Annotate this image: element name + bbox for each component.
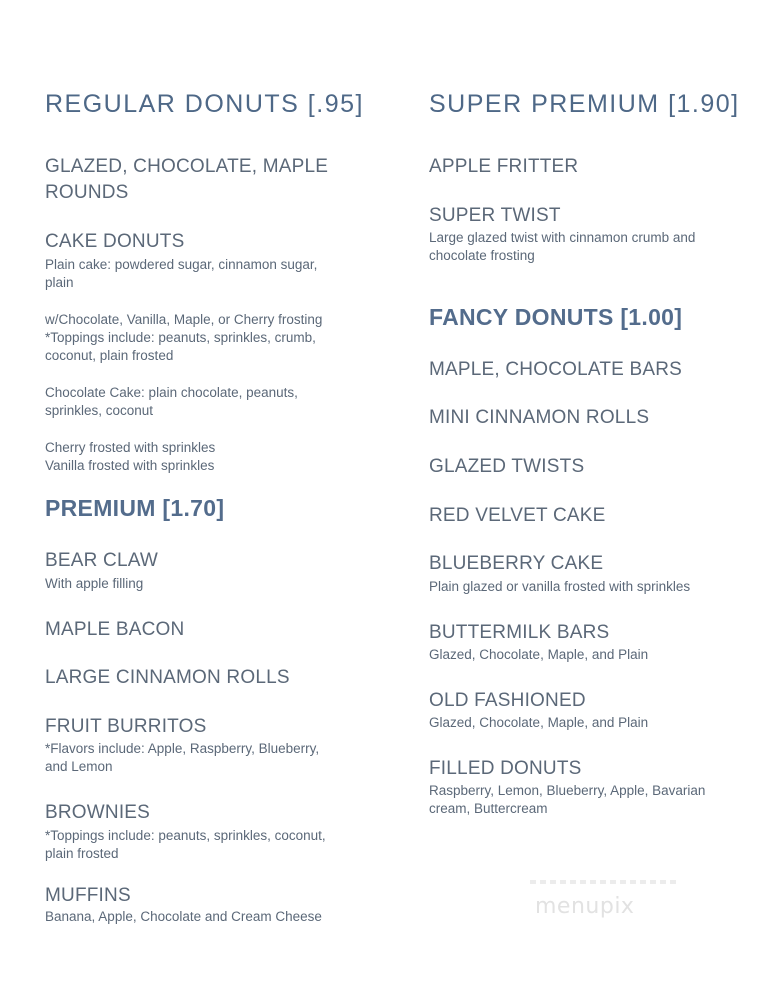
item-description: sprinkles, coconut <box>45 403 154 418</box>
watermark-decoration <box>530 880 680 884</box>
menu-item-apple-fritter: APPLE FRITTER <box>429 156 579 177</box>
menu-item-cake-donuts: CAKE DONUTS <box>45 231 185 252</box>
menu-item-muffins: MUFFINS <box>45 885 131 906</box>
item-description: With apple filling <box>45 576 144 591</box>
menu-item-maple-bacon: MAPLE BACON <box>45 619 185 640</box>
item-description: and Lemon <box>45 759 113 774</box>
item-description: Chocolate Cake: plain chocolate, peanuts, <box>45 385 298 400</box>
item-description: Glazed, Chocolate, Maple, and Plain <box>429 647 649 662</box>
item-description: Plain glazed or vanilla frosted with sprinkles <box>429 579 691 594</box>
menu-item-large-cinnamon-rolls: LARGE CINNAMON ROLLS <box>45 667 290 688</box>
item-description: Glazed, Chocolate, Maple, and Plain <box>429 715 649 730</box>
menupix-watermark: menupix <box>535 894 635 919</box>
item-description: Vanilla frosted with sprinkles <box>45 458 215 473</box>
item-description: *Toppings include: peanuts, sprinkles, coconut, <box>45 828 326 843</box>
item-description: coconut, plain frosted <box>45 348 174 363</box>
item-description: w/Chocolate, Vanilla, Maple, or Cherry frosting <box>45 312 323 327</box>
menu-item-filled-donuts: FILLED DONUTS <box>429 758 582 779</box>
menu-item-fruit-burritos: FRUIT BURRITOS <box>45 716 207 737</box>
regular-donuts-heading: REGULAR DONUTS [.95] <box>45 90 364 118</box>
menu-item-red-velvet-cake: RED VELVET CAKE <box>429 505 606 526</box>
menu-item-buttermilk-bars: BUTTERMILK BARS <box>429 622 610 643</box>
item-description: Cherry frosted with sprinkles <box>45 440 216 455</box>
item-description: cream, Buttercream <box>429 801 548 816</box>
item-description: plain frosted <box>45 846 119 861</box>
item-description: Raspberry, Lemon, Blueberry, Apple, Bavarian <box>429 783 706 798</box>
menu-item-old-fashioned: OLD FASHIONED <box>429 690 586 711</box>
item-description: *Flavors include: Apple, Raspberry, Blueberry, <box>45 741 320 756</box>
menu-item-brownies: BROWNIES <box>45 802 151 823</box>
item-description: *Toppings include: peanuts, sprinkles, crumb, <box>45 330 316 345</box>
fancy-donuts-heading: FANCY DONUTS [1.00] <box>429 304 683 330</box>
menu-item-glazed: GLAZED, CHOCOLATE, MAPLE <box>45 156 329 177</box>
menu-item-maple-chocolate-bars: MAPLE, CHOCOLATE BARS <box>429 359 683 380</box>
super-premium-heading: SUPER PREMIUM [1.90] <box>429 90 740 118</box>
item-description: Banana, Apple, Chocolate and Cream Cheese <box>45 909 322 924</box>
item-description: Large glazed twist with cinnamon crumb and <box>429 230 696 245</box>
menu-item-mini-cinnamon-rolls: MINI CINNAMON ROLLS <box>429 407 650 428</box>
menu-item-glazed-twists: GLAZED TWISTS <box>429 456 585 477</box>
menu-item-super-twist: SUPER TWIST <box>429 205 561 226</box>
premium-heading: PREMIUM [1.70] <box>45 495 225 521</box>
menu-item-glazed-line2: ROUNDS <box>45 182 129 203</box>
menu-item-blueberry-cake: BLUEBERRY CAKE <box>429 553 604 574</box>
menu-item-bear-claw: BEAR CLAW <box>45 550 159 571</box>
item-description: plain <box>45 275 74 290</box>
item-description: chocolate frosting <box>429 248 535 263</box>
item-description: Plain cake: powdered sugar, cinnamon sugar, <box>45 257 318 272</box>
